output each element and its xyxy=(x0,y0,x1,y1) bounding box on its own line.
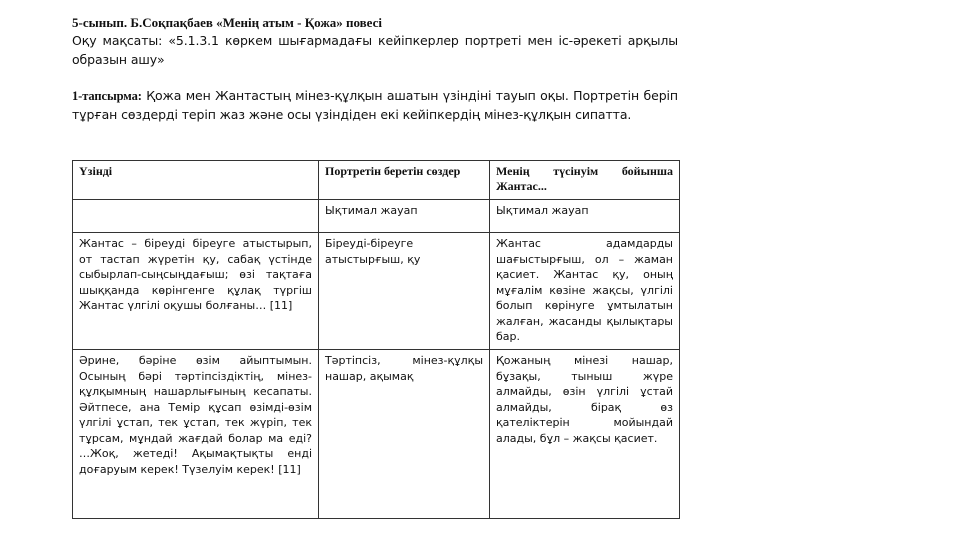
task-label: 1-тапсырма: xyxy=(72,89,142,103)
understanding-cell: Жантас адамдарды шағыстырғыш, ол – жаман қасиет. Жантас қу, оның мұғалім көзіне жақсы, үлгілі болып көрінуге ұмтылатын жалған, жасанды қылықтары бар. xyxy=(490,233,680,350)
lesson-title: 5-сынып. Б.Соқпақбаев «Менің атым - Қожа» повесі xyxy=(72,15,382,30)
task-paragraph xyxy=(72,87,678,124)
spacer xyxy=(72,69,678,87)
header-excerpt: Үзінді xyxy=(73,161,319,200)
excerpt-cell: Әрине, бәріне өзім айыптымын. Осының бәрі тәртіпсіздіктің, мінез-құлқымның нашарлығының кесапаты. Әйтпесе, ана Темір құсап өзімді-өзім үлгілі ұстап, тек ұстап, тек жүріп, тек тұрсам, мұндай жағдай болар ма еді? …Жоқ, жетеді! Ақымақтықты енді доғаруым керек! Түзелуім керек! [11] xyxy=(73,350,319,519)
table-header-row xyxy=(73,161,680,200)
document-page xyxy=(72,14,678,124)
subheader-excerpt xyxy=(73,200,319,233)
subheader-understanding: Ықтимал жауап xyxy=(490,200,680,233)
excerpt-cell: Жантас – біреуді біреуге атыстырып, от тастап жүретін қу, сабақ үстінде сыбырлап-сыңсыңдағыш; өзі тақтаға шыққанда көрінгенге құлақ түргіш Жантас үлгілі оқушы болғаны… [11] xyxy=(73,233,319,350)
header-portrait-words: Портретін беретін сөздер xyxy=(319,161,490,200)
portrait-words-cell: Біреуді-біреуге атыстырғыш, қу xyxy=(319,233,490,350)
learning-goal: Оқу мақсаты: «5.1.3.1 көркем шығармадағы кейіпкерлер портреті мен іс-әрекеті арқылы образын ашу» xyxy=(72,33,678,67)
understanding-cell: Қожаның мінезі нашар, бұзақы, тыныш жүре алмайды, өзін үлгілі ұстай алмайды, бірақ өз қателіктерін мойындай алады, бұл – жақсы қасиет. xyxy=(490,350,680,519)
answer-table xyxy=(72,160,680,519)
table-row xyxy=(73,350,680,519)
subheader-portrait-words: Ықтимал жауап xyxy=(319,200,490,233)
portrait-words-cell: Тәртіпсіз, мінез-құлқы нашар, ақымақ xyxy=(319,350,490,519)
table-row xyxy=(73,233,680,350)
task-text: Қожа мен Жантастың мінез-құлқын ашатын үзіндіні тауып оқы. Портретін беріп тұрған сөздерді теріп жаз және осы үзіндіден екі кейіпкердің мінез-құлқын сипатта. xyxy=(72,88,678,122)
table-subheader-row xyxy=(73,200,680,233)
header-understanding: Менің түсінуім бойынша Жантас... xyxy=(490,161,680,200)
